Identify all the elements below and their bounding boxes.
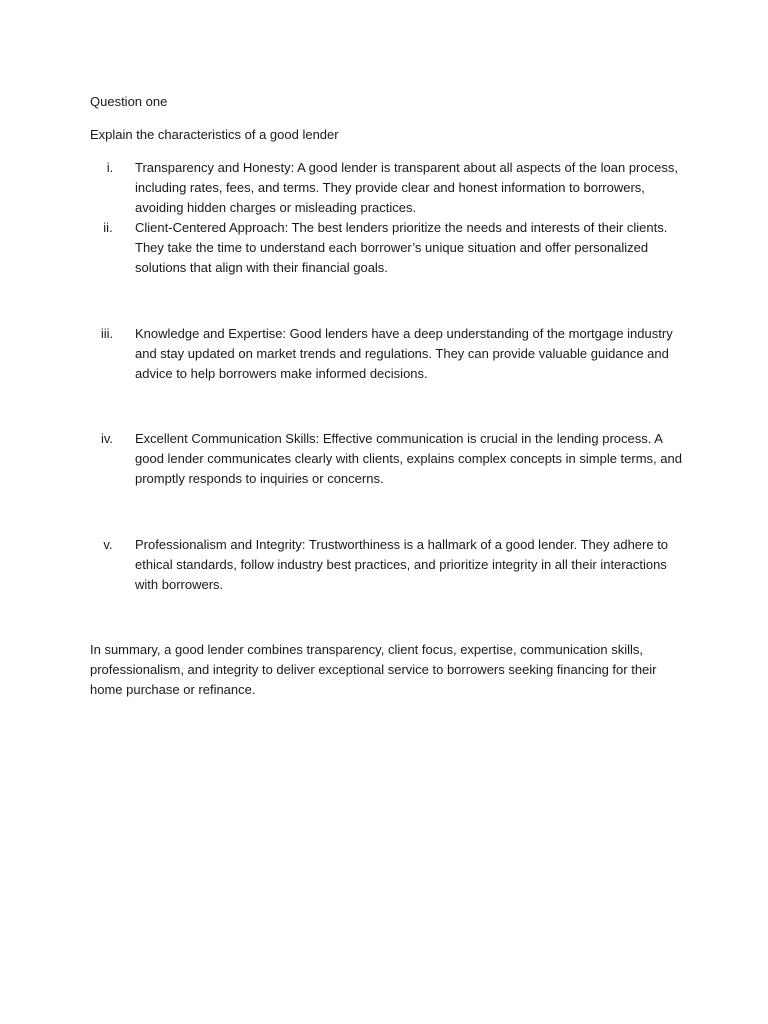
list-item-line: good lender communicates clearly with clients, explains complex concepts in simple terms, and [135,451,682,466]
list-item-line: Client-Centered Approach: The best lenders prioritize the needs and interests of their clients. [135,220,668,235]
list-item-text [135,218,695,278]
list-item-line: promptly responds to inquiries or concerns. [135,471,384,486]
list-item-line: Transparency and Honesty: A good lender is transparent about all aspects of the loan process, [135,160,678,175]
list-item-text [135,158,695,218]
list-item-line: Excellent Communication Skills: Effective communication is crucial in the lending process. A [135,431,663,446]
list-item-text [135,535,695,595]
summary-paragraph [90,640,657,700]
list-numeral: ii. [103,220,113,235]
question-prompt: Explain the characteristics of a good lender [90,127,339,142]
list-item-line: Knowledge and Expertise: Good lenders have a deep understanding of the mortgage industry [135,326,673,341]
list-item-line: solutions that align with their financial goals. [135,260,388,275]
list-numeral: iii. [100,326,114,341]
list-item-line: advice to help borrowers make informed decisions. [135,366,428,381]
summary-line: professionalism, and integrity to deliver exceptional service to borrowers seeking financing for their [90,662,657,677]
list-item-text [135,429,695,489]
list-item-text [135,324,695,384]
list-item-line: with borrowers. [135,577,224,592]
summary-line: home purchase or refinance. [90,682,256,697]
list-item-line: ethical standards, follow industry best practices, and prioritize integrity in all their interactions [135,557,667,572]
list-item-line: and stay updated on market trends and regulations. They can provide valuable guidance and [135,346,669,361]
list-numeral: v. [103,537,113,552]
list-numeral: i. [106,160,114,175]
summary-line: In summary, a good lender combines transparency, client focus, expertise, communication skills, [90,642,643,657]
question-heading: Question one [90,94,168,109]
list-item-line: They take the time to understand each borrower’s unique situation and offer personalized [135,240,649,255]
list-item-line: including rates, fees, and terms. They provide clear and honest information to borrowers, [135,180,645,195]
list-item-line: Professionalism and Integrity: Trustworthiness is a hallmark of a good lender. They adhere to [135,537,669,552]
list-item-line: avoiding hidden charges or misleading practices. [135,200,417,215]
list-numeral: iv. [100,431,114,446]
